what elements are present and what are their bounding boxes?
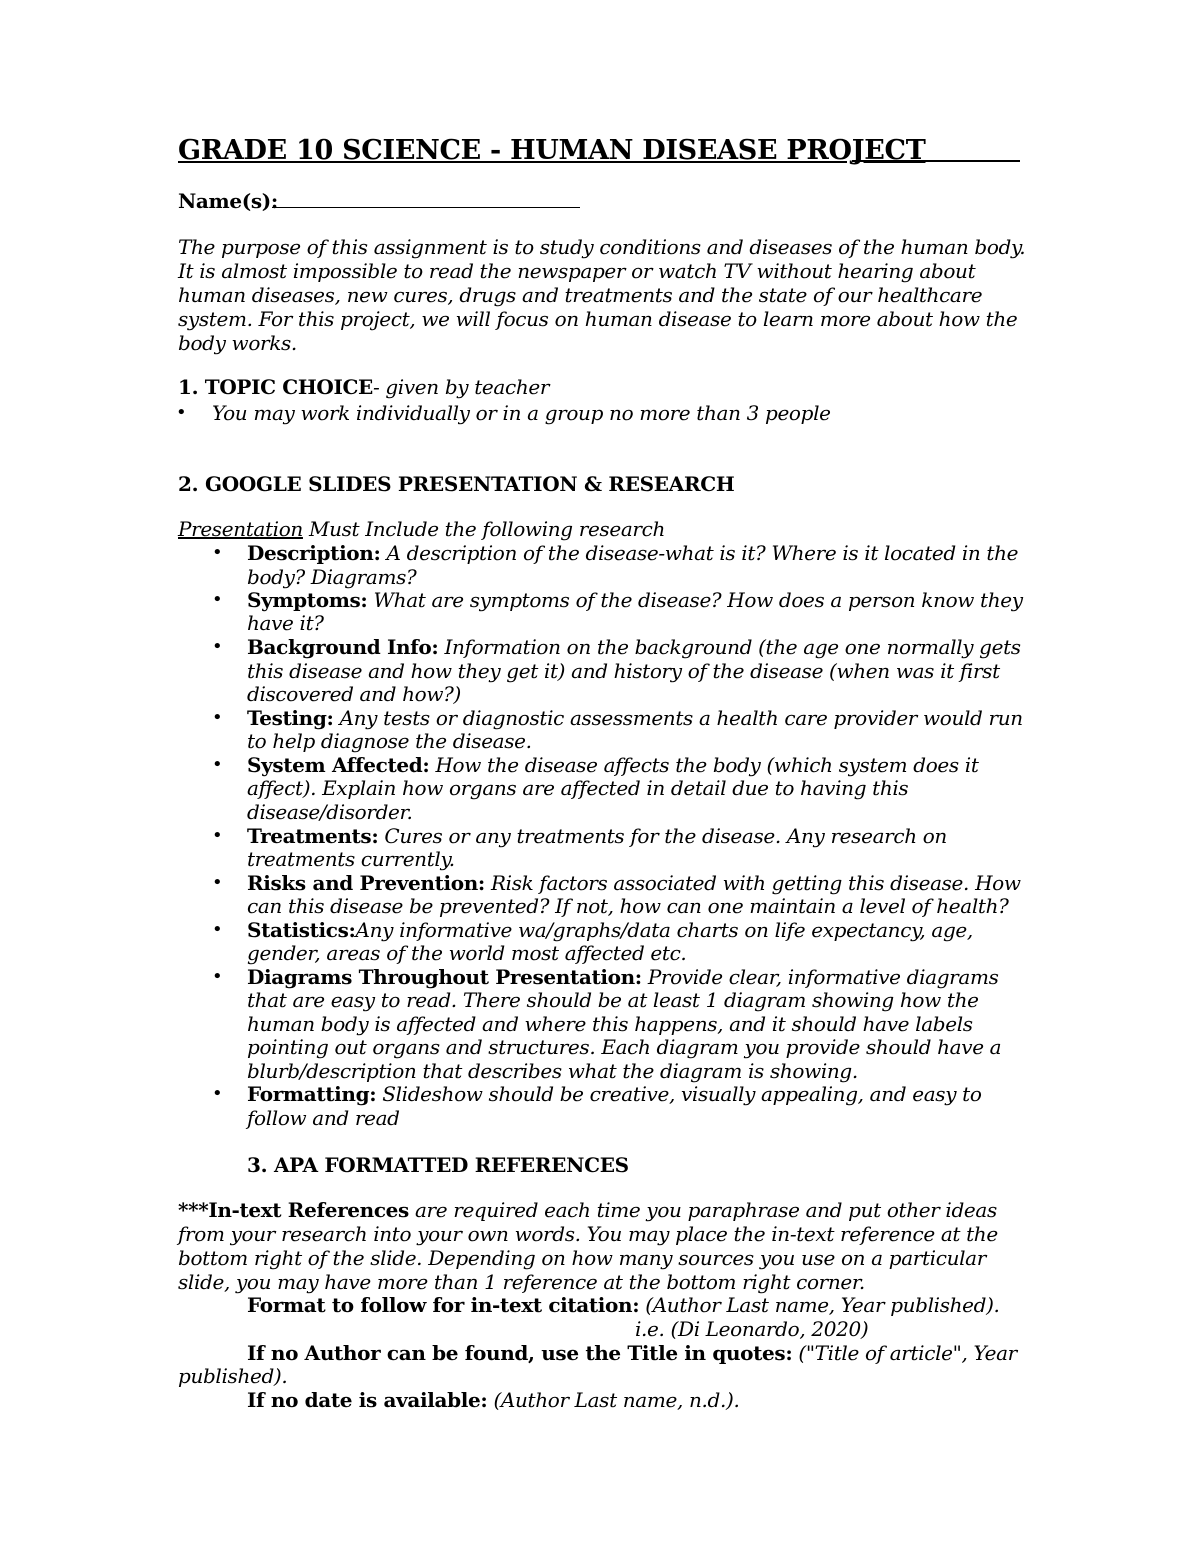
section1-heading: 1. TOPIC CHOICE xyxy=(178,375,373,399)
item-treatments xyxy=(247,825,947,849)
format-example: i.e. (Di Leonardo, 2020) xyxy=(635,1317,869,1341)
item-text: Risk factors associated with getting this disease. How xyxy=(490,871,1021,895)
bullet-icon: • xyxy=(212,636,223,657)
bullet-icon: • xyxy=(212,966,223,987)
item-testing xyxy=(247,707,1023,731)
noauthor-label: If no Author can be found, use the Title in quotes: xyxy=(247,1341,793,1365)
bullet-icon: • xyxy=(212,825,223,846)
item-label: Description: xyxy=(247,541,381,565)
bullet-icon: • xyxy=(176,402,187,423)
item-label: Risks and Prevention: xyxy=(247,871,485,895)
item-text: How the disease affects the body (which system does it xyxy=(435,753,979,777)
intro-line-3: human diseases, new cures, drugs and treatments and the state of our healthcare xyxy=(178,283,983,307)
item-label: Statistics: xyxy=(247,918,356,942)
item-diagrams xyxy=(247,966,998,990)
bullet-icon: • xyxy=(212,1083,223,1104)
item-text-cont: follow and read xyxy=(247,1106,400,1130)
item-text-cont: can this disease be prevented? If not, how can one maintain a level of health? xyxy=(247,894,1009,918)
bullet-icon: • xyxy=(212,754,223,775)
section1-bullet: You may work individually or in a group no more than 3 people xyxy=(212,401,831,425)
bullet-icon: • xyxy=(212,707,223,728)
intro-line-4: system. For this project, we will focus on human disease to learn more about how the xyxy=(178,307,1018,331)
item-text-cont: have it? xyxy=(247,611,324,635)
section3-heading: 3. APA FORMATTED REFERENCES xyxy=(247,1153,629,1177)
item-text: Information on the background (the age one normally gets xyxy=(444,635,1021,659)
item-risks xyxy=(247,872,1021,896)
item-text: A description of the disease-what is it? Where is it located in the xyxy=(386,541,1019,565)
intext-line-3: bottom right of the slide. Depending on how many sources you use on a particular xyxy=(178,1246,986,1270)
intext-line-4: slide, you may have more than 1 reference at the bottom right corner. xyxy=(178,1270,865,1294)
intext-text: are required each time you paraphrase and put other ideas xyxy=(408,1198,997,1222)
item-text-cont: disease/disorder. xyxy=(247,800,413,824)
format-label: Format to follow for in-text citation: xyxy=(247,1293,640,1317)
section2-intro-underlined: Presentation xyxy=(178,517,303,541)
item-text: Slideshow should be creative, visually appealing, and easy to xyxy=(382,1082,982,1106)
item-label: Formatting: xyxy=(247,1082,377,1106)
noauthor-cont: published). xyxy=(178,1364,288,1388)
item-system-affected xyxy=(247,754,979,778)
bullet-icon: • xyxy=(212,919,223,940)
item-text-cont: treatments currently. xyxy=(247,847,455,871)
section2-heading: 2. GOOGLE SLIDES PRESENTATION & RESEARCH xyxy=(178,472,735,496)
page-title xyxy=(178,135,925,166)
format-line xyxy=(247,1294,1000,1318)
item-text-cont: blurb/description that describes what the diagram is showing. xyxy=(247,1059,858,1083)
intro-line-1: The purpose of this assignment is to study conditions and diseases of the human body. xyxy=(178,235,1026,259)
noauthor-value: ("Title of article", Year xyxy=(792,1341,1017,1365)
item-background xyxy=(247,636,1021,660)
section2-intro xyxy=(178,518,665,542)
item-text-cont: body? Diagrams? xyxy=(247,565,417,589)
noauthor-line xyxy=(247,1342,1017,1366)
item-label: System Affected: xyxy=(247,753,430,777)
item-formatting xyxy=(247,1083,982,1107)
item-text: Any tests or diagnostic assessments a health care provider would run xyxy=(339,706,1023,730)
item-description xyxy=(247,542,1018,566)
format-value: (Author Last name, Year published). xyxy=(639,1293,1000,1317)
item-text-cont: this disease and how they get it) and history of the disease (when was it first xyxy=(247,659,1000,683)
item-text-cont: gender, areas of the world most affected etc. xyxy=(247,941,687,965)
item-label: Symptoms: xyxy=(247,588,368,612)
item-symptoms xyxy=(247,589,1023,613)
item-text-cont: that are easy to read. There should be at least 1 diagram showing how the xyxy=(247,988,979,1012)
item-label: Treatments: xyxy=(247,824,379,848)
bullet-icon: • xyxy=(212,872,223,893)
item-text: Cures or any treatments for the disease. Any research on xyxy=(384,824,947,848)
item-text: What are symptoms of the disease? How does a person know they xyxy=(373,588,1023,612)
nodate-label: If no date is available: xyxy=(247,1388,488,1412)
item-label: Testing: xyxy=(247,706,334,730)
intext-line-2: from your research into your own words. You may place the in-text reference at the xyxy=(178,1222,998,1246)
bullet-icon: • xyxy=(212,589,223,610)
name-blank-line xyxy=(272,207,580,208)
item-text-cont: to help diagnose the disease. xyxy=(247,729,532,753)
item-statistics xyxy=(247,919,973,943)
item-text-cont: affect). Explain how organs are affected in detail due to having this xyxy=(247,776,909,800)
item-text-cont: human body is affected and where this happens, and it should have labels xyxy=(247,1012,973,1036)
intro-line-5: body works. xyxy=(178,331,297,355)
nodate-value: (Author Last name, n.d.). xyxy=(487,1388,740,1412)
section1-heading-row xyxy=(178,376,549,400)
intext-label: ***In-text References xyxy=(178,1198,409,1222)
item-text-cont: pointing out organs and structures. Each diagram you provide should have a xyxy=(247,1035,1002,1059)
item-text: Provide clear, informative diagrams xyxy=(647,965,999,989)
section2-intro-rest: Must Include the following research xyxy=(302,517,665,541)
title-text: GRADE 10 SCIENCE - HUMAN DISEASE PROJECT xyxy=(178,135,926,166)
nodate-line xyxy=(247,1389,739,1413)
item-text: Any informative wa/graphs/data charts on life expectancy, age, xyxy=(355,918,973,942)
intext-line-1 xyxy=(178,1199,997,1223)
item-label: Diagrams Throughout Presentation: xyxy=(247,965,642,989)
intro-line-2: It is almost impossible to read the newspaper or watch TV without hearing about xyxy=(178,259,976,283)
bullet-icon: • xyxy=(212,542,223,563)
section1-subtext: - given by teacher xyxy=(372,375,550,399)
item-text-cont: discovered and how?) xyxy=(247,682,461,706)
item-label: Background Info: xyxy=(247,635,439,659)
title-blank-line xyxy=(852,160,1020,162)
name-label: Name(s): xyxy=(178,189,278,213)
